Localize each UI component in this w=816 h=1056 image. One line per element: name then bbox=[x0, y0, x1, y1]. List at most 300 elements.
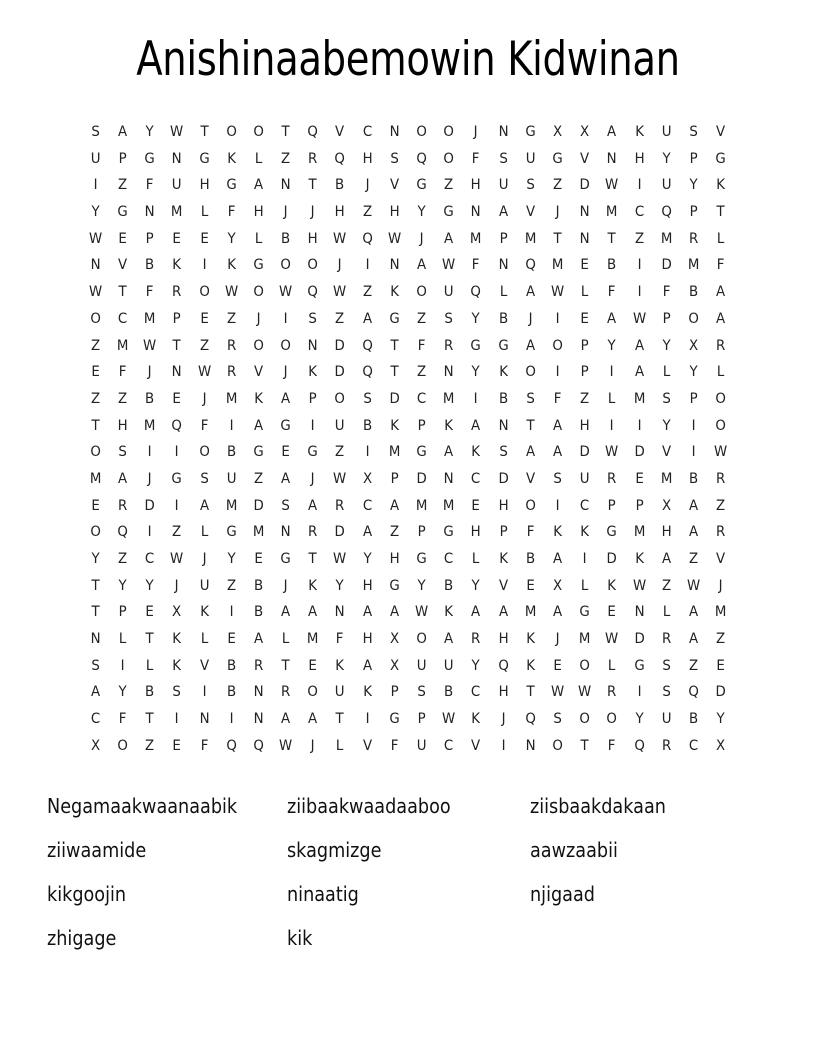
grid-cell[interactable]: R bbox=[308, 150, 318, 167]
grid-cell[interactable]: G bbox=[497, 337, 509, 354]
grid-cell[interactable]: N bbox=[253, 711, 264, 728]
grid-cell[interactable]: F bbox=[716, 257, 725, 274]
grid-cell[interactable]: S bbox=[662, 684, 671, 701]
grid-cell[interactable]: F bbox=[118, 711, 127, 728]
grid-cell[interactable]: W bbox=[224, 284, 238, 301]
grid-cell[interactable]: P bbox=[417, 711, 426, 728]
grid-cell[interactable]: P bbox=[118, 150, 127, 167]
grid-cell[interactable]: T bbox=[91, 604, 100, 621]
grid-cell[interactable]: M bbox=[415, 497, 428, 514]
grid-cell[interactable]: Q bbox=[361, 364, 373, 381]
grid-cell[interactable]: Y bbox=[417, 204, 426, 221]
grid-cell[interactable]: X bbox=[362, 470, 372, 487]
grid-cell[interactable]: M bbox=[143, 417, 156, 434]
grid-cell[interactable]: Z bbox=[117, 390, 128, 407]
grid-cell[interactable]: O bbox=[416, 124, 427, 140]
grid-cell[interactable]: D bbox=[416, 470, 427, 487]
grid-cell[interactable]: R bbox=[716, 470, 726, 487]
grid-cell[interactable]: W bbox=[279, 737, 293, 754]
grid-cell[interactable]: D bbox=[334, 524, 346, 541]
grid-cell[interactable]: M bbox=[443, 390, 455, 407]
grid-cell[interactable]: S bbox=[553, 470, 562, 487]
grid-cell[interactable]: H bbox=[634, 150, 645, 167]
grid-cell[interactable]: P bbox=[662, 310, 671, 327]
grid-cell[interactable]: Q bbox=[171, 417, 183, 434]
grid-cell[interactable]: U bbox=[661, 177, 672, 194]
grid-cell[interactable]: T bbox=[390, 337, 399, 354]
grid-cell[interactable]: K bbox=[444, 417, 454, 434]
grid-cell[interactable]: A bbox=[716, 310, 726, 327]
grid-cell[interactable]: X bbox=[688, 337, 699, 354]
grid-cell[interactable]: I bbox=[473, 390, 478, 407]
grid-cell[interactable]: W bbox=[170, 124, 184, 140]
grid-cell[interactable]: S bbox=[172, 684, 182, 701]
grid-cell[interactable]: U bbox=[661, 711, 672, 728]
grid-cell[interactable]: E bbox=[553, 657, 562, 674]
grid-cell[interactable]: K bbox=[525, 657, 535, 674]
grid-cell[interactable]: O bbox=[253, 124, 264, 140]
grid-cell[interactable]: W bbox=[88, 230, 102, 247]
grid-cell[interactable]: J bbox=[310, 204, 315, 221]
grid-cell[interactable]: F bbox=[608, 284, 616, 301]
grid-cell[interactable]: I bbox=[147, 524, 152, 541]
grid-cell[interactable]: F bbox=[227, 204, 236, 221]
grid-cell[interactable]: Q bbox=[361, 230, 373, 247]
grid-cell[interactable]: S bbox=[281, 497, 290, 514]
grid-cell[interactable]: S bbox=[553, 711, 562, 728]
grid-cell[interactable]: A bbox=[688, 497, 699, 514]
grid-cell[interactable]: D bbox=[334, 364, 346, 381]
grid-cell[interactable]: L bbox=[499, 284, 507, 301]
grid-cell[interactable]: S bbox=[417, 684, 426, 701]
grid-cell[interactable]: T bbox=[580, 737, 589, 754]
grid-cell[interactable]: C bbox=[145, 551, 155, 567]
grid-cell[interactable]: O bbox=[280, 257, 291, 274]
grid-cell[interactable]: E bbox=[199, 230, 209, 247]
grid-cell[interactable]: L bbox=[608, 390, 616, 407]
grid-cell[interactable]: A bbox=[552, 604, 563, 621]
grid-cell[interactable]: Q bbox=[307, 124, 319, 140]
grid-cell[interactable]: F bbox=[662, 284, 671, 301]
grid-cell[interactable]: U bbox=[90, 150, 101, 167]
grid-cell[interactable]: J bbox=[283, 577, 288, 594]
grid-cell[interactable]: Y bbox=[417, 577, 426, 594]
grid-cell[interactable]: F bbox=[200, 417, 208, 434]
grid-cell[interactable]: V bbox=[525, 204, 535, 221]
grid-cell[interactable]: R bbox=[226, 337, 236, 354]
grid-cell[interactable]: A bbox=[308, 711, 318, 728]
grid-cell[interactable]: G bbox=[280, 417, 291, 434]
grid-cell[interactable]: O bbox=[715, 417, 726, 434]
grid-cell[interactable]: C bbox=[444, 737, 454, 754]
grid-cell[interactable]: T bbox=[145, 631, 154, 648]
grid-cell[interactable]: K bbox=[444, 604, 454, 621]
grid-cell[interactable]: Q bbox=[525, 711, 536, 728]
grid-cell[interactable]: G bbox=[525, 124, 536, 140]
grid-cell[interactable]: T bbox=[390, 364, 399, 381]
grid-cell[interactable]: H bbox=[307, 230, 318, 247]
grid-cell[interactable]: T bbox=[308, 177, 317, 194]
grid-cell[interactable]: C bbox=[444, 551, 454, 567]
grid-cell[interactable]: K bbox=[308, 577, 318, 594]
grid-cell[interactable]: I bbox=[555, 497, 560, 514]
grid-cell[interactable]: P bbox=[689, 204, 698, 221]
grid-cell[interactable]: K bbox=[634, 124, 644, 140]
grid-cell[interactable]: G bbox=[253, 257, 264, 274]
grid-cell[interactable]: W bbox=[442, 257, 456, 274]
grid-cell[interactable]: G bbox=[307, 444, 319, 461]
grid-cell[interactable]: H bbox=[498, 631, 509, 648]
grid-cell[interactable]: C bbox=[471, 684, 481, 701]
grid-cell[interactable]: U bbox=[335, 684, 345, 701]
grid-cell[interactable]: H bbox=[389, 204, 400, 221]
grid-cell[interactable]: Z bbox=[145, 737, 155, 754]
grid-cell[interactable]: Q bbox=[226, 737, 237, 754]
grid-cell[interactable]: W bbox=[605, 631, 619, 648]
grid-cell[interactable]: G bbox=[633, 657, 645, 674]
grid-cell[interactable]: L bbox=[336, 737, 344, 754]
grid-cell[interactable]: R bbox=[117, 497, 128, 514]
grid-cell[interactable]: L bbox=[662, 364, 671, 381]
grid-cell[interactable]: O bbox=[226, 124, 237, 140]
grid-cell[interactable]: M bbox=[307, 631, 319, 648]
grid-cell[interactable]: N bbox=[498, 257, 509, 274]
grid-cell[interactable]: Y bbox=[335, 577, 345, 594]
grid-cell[interactable]: W bbox=[333, 284, 347, 301]
grid-cell[interactable]: S bbox=[118, 444, 127, 461]
grid-cell[interactable]: H bbox=[199, 177, 210, 194]
word-search-grid[interactable] bbox=[82, 119, 735, 760]
grid-cell[interactable]: N bbox=[443, 364, 454, 381]
grid-cell[interactable]: V bbox=[199, 657, 209, 674]
grid-cell[interactable]: M bbox=[524, 604, 537, 621]
grid-cell[interactable]: Z bbox=[661, 577, 671, 594]
grid-cell[interactable]: A bbox=[688, 631, 699, 648]
grid-cell[interactable]: W bbox=[333, 230, 347, 247]
grid-cell[interactable]: Z bbox=[117, 177, 128, 194]
grid-cell[interactable]: A bbox=[498, 604, 508, 621]
grid-cell[interactable]: D bbox=[579, 177, 590, 194]
grid-cell[interactable]: Y bbox=[118, 684, 127, 701]
grid-cell[interactable]: R bbox=[716, 337, 726, 354]
grid-cell[interactable]: Z bbox=[253, 470, 264, 487]
grid-cell[interactable]: O bbox=[552, 737, 563, 754]
grid-cell[interactable]: J bbox=[419, 230, 424, 247]
grid-cell[interactable]: W bbox=[279, 284, 293, 301]
grid-cell[interactable]: I bbox=[555, 364, 560, 381]
grid-cell[interactable]: V bbox=[335, 124, 345, 140]
grid-cell[interactable]: Y bbox=[471, 657, 481, 674]
grid-cell[interactable]: P bbox=[118, 604, 127, 621]
grid-cell[interactable]: B bbox=[145, 257, 155, 274]
grid-cell[interactable]: Z bbox=[362, 204, 372, 221]
grid-cell[interactable]: L bbox=[580, 284, 589, 301]
grid-cell[interactable]: J bbox=[310, 737, 315, 754]
grid-cell[interactable]: G bbox=[715, 150, 726, 167]
grid-cell[interactable]: H bbox=[389, 551, 400, 567]
grid-cell[interactable]: W bbox=[605, 444, 619, 461]
grid-cell[interactable]: D bbox=[498, 470, 509, 487]
grid-cell[interactable]: M bbox=[89, 470, 102, 487]
grid-cell[interactable]: A bbox=[688, 604, 699, 621]
grid-cell[interactable]: K bbox=[172, 657, 182, 674]
grid-cell[interactable]: K bbox=[716, 177, 726, 194]
grid-cell[interactable]: K bbox=[553, 524, 562, 541]
grid-cell[interactable]: Q bbox=[416, 150, 427, 167]
grid-cell[interactable]: T bbox=[200, 124, 209, 140]
grid-cell[interactable]: E bbox=[471, 497, 481, 514]
grid-cell[interactable]: Z bbox=[172, 524, 182, 541]
grid-cell[interactable]: H bbox=[498, 684, 509, 701]
grid-cell[interactable]: Z bbox=[688, 551, 699, 567]
grid-cell[interactable]: E bbox=[526, 577, 535, 594]
grid-cell[interactable]: Z bbox=[199, 337, 209, 354]
grid-cell[interactable]: O bbox=[688, 310, 699, 327]
grid-cell[interactable]: W bbox=[387, 230, 402, 247]
grid-cell[interactable]: R bbox=[661, 737, 671, 754]
grid-cell[interactable]: W bbox=[442, 711, 456, 728]
grid-cell[interactable]: W bbox=[143, 337, 157, 354]
grid-cell[interactable]: Y bbox=[91, 551, 100, 567]
grid-cell[interactable]: A bbox=[281, 390, 291, 407]
grid-cell[interactable]: S bbox=[199, 470, 209, 487]
grid-cell[interactable]: G bbox=[144, 150, 155, 167]
grid-cell[interactable]: O bbox=[90, 444, 101, 461]
grid-cell[interactable]: C bbox=[634, 204, 644, 221]
grid-cell[interactable]: B bbox=[688, 284, 699, 301]
grid-cell[interactable]: G bbox=[389, 310, 400, 327]
grid-cell[interactable]: Q bbox=[334, 150, 346, 167]
grid-cell[interactable]: B bbox=[145, 390, 155, 407]
grid-cell[interactable]: F bbox=[145, 177, 154, 194]
grid-cell[interactable]: I bbox=[501, 737, 506, 754]
grid-cell[interactable]: S bbox=[444, 310, 454, 327]
grid-cell[interactable]: E bbox=[227, 631, 236, 648]
grid-cell[interactable]: R bbox=[308, 524, 318, 541]
grid-cell[interactable]: T bbox=[308, 551, 317, 567]
grid-cell[interactable]: Q bbox=[688, 684, 699, 701]
grid-cell[interactable]: Z bbox=[117, 551, 128, 567]
grid-cell[interactable]: S bbox=[91, 657, 100, 674]
grid-cell[interactable]: G bbox=[443, 524, 454, 541]
grid-cell[interactable]: P bbox=[689, 150, 698, 167]
grid-cell[interactable]: P bbox=[390, 470, 399, 487]
grid-cell[interactable]: G bbox=[280, 551, 291, 567]
grid-cell[interactable]: W bbox=[632, 577, 646, 594]
grid-cell[interactable]: G bbox=[416, 551, 427, 567]
grid-cell[interactable]: T bbox=[91, 577, 100, 594]
grid-cell[interactable]: D bbox=[144, 497, 155, 514]
grid-cell[interactable]: D bbox=[389, 390, 400, 407]
grid-cell[interactable]: Z bbox=[90, 337, 100, 354]
grid-cell[interactable]: Q bbox=[525, 257, 536, 274]
grid-cell[interactable]: T bbox=[145, 711, 154, 728]
grid-cell[interactable]: J bbox=[256, 310, 261, 327]
grid-cell[interactable]: P bbox=[635, 497, 644, 514]
grid-cell[interactable]: E bbox=[145, 604, 154, 621]
grid-cell[interactable]: N bbox=[634, 604, 645, 621]
grid-cell[interactable]: Z bbox=[580, 390, 590, 407]
grid-cell[interactable]: F bbox=[553, 390, 562, 407]
grid-cell[interactable]: N bbox=[498, 417, 509, 434]
grid-cell[interactable]: F bbox=[472, 150, 480, 167]
grid-cell[interactable]: N bbox=[171, 150, 182, 167]
grid-cell[interactable]: A bbox=[253, 177, 264, 194]
grid-cell[interactable]: T bbox=[526, 684, 535, 701]
grid-cell[interactable]: R bbox=[607, 470, 617, 487]
grid-cell[interactable]: I bbox=[229, 604, 234, 621]
grid-cell[interactable]: Q bbox=[361, 337, 373, 354]
grid-cell[interactable]: E bbox=[254, 551, 263, 567]
grid-cell[interactable]: B bbox=[498, 310, 508, 327]
grid-cell[interactable]: D bbox=[579, 444, 590, 461]
grid-cell[interactable]: A bbox=[281, 470, 291, 487]
grid-cell[interactable]: S bbox=[498, 444, 508, 461]
grid-cell[interactable]: M bbox=[551, 257, 564, 274]
grid-cell[interactable]: A bbox=[688, 524, 699, 541]
grid-cell[interactable]: Z bbox=[226, 310, 236, 327]
grid-cell[interactable]: X bbox=[580, 124, 590, 140]
grid-cell[interactable]: O bbox=[90, 524, 101, 541]
grid-cell[interactable]: J bbox=[174, 577, 179, 594]
grid-cell[interactable]: I bbox=[365, 444, 370, 461]
grid-cell[interactable]: X bbox=[716, 737, 726, 754]
grid-cell[interactable]: H bbox=[117, 417, 128, 434]
grid-cell[interactable]: L bbox=[608, 657, 616, 674]
grid-cell[interactable]: F bbox=[417, 337, 426, 354]
grid-cell[interactable]: Y bbox=[145, 124, 154, 140]
grid-cell[interactable]: K bbox=[390, 284, 399, 301]
grid-cell[interactable]: Y bbox=[689, 364, 698, 381]
grid-cell[interactable]: I bbox=[120, 657, 125, 674]
grid-cell[interactable]: I bbox=[229, 417, 234, 434]
grid-cell[interactable]: A bbox=[634, 364, 644, 381]
grid-cell[interactable]: B bbox=[253, 604, 264, 621]
grid-cell[interactable]: I bbox=[174, 711, 179, 728]
grid-cell[interactable]: Y bbox=[91, 204, 100, 221]
grid-cell[interactable]: J bbox=[202, 390, 207, 407]
grid-cell[interactable]: A bbox=[253, 631, 264, 648]
grid-cell[interactable]: A bbox=[389, 604, 399, 621]
grid-cell[interactable]: K bbox=[498, 551, 508, 567]
grid-cell[interactable]: A bbox=[281, 711, 291, 728]
grid-cell[interactable]: L bbox=[254, 230, 263, 247]
grid-cell[interactable]: V bbox=[498, 577, 508, 594]
grid-cell[interactable]: N bbox=[443, 470, 454, 487]
grid-cell[interactable]: A bbox=[444, 631, 454, 648]
grid-cell[interactable]: M bbox=[660, 230, 673, 247]
grid-cell[interactable]: A bbox=[362, 524, 372, 541]
grid-cell[interactable]: L bbox=[580, 577, 589, 594]
grid-cell[interactable]: Y bbox=[471, 364, 481, 381]
grid-cell[interactable]: K bbox=[226, 257, 236, 274]
grid-cell[interactable]: R bbox=[471, 631, 481, 648]
grid-cell[interactable]: C bbox=[362, 497, 372, 514]
grid-cell[interactable]: I bbox=[229, 711, 234, 728]
grid-cell[interactable]: P bbox=[580, 364, 589, 381]
grid-cell[interactable]: N bbox=[144, 204, 155, 221]
grid-cell[interactable]: A bbox=[362, 657, 372, 674]
grid-cell[interactable]: G bbox=[389, 577, 400, 594]
grid-cell[interactable]: Z bbox=[90, 390, 100, 407]
grid-cell[interactable]: Y bbox=[471, 577, 481, 594]
grid-cell[interactable]: B bbox=[688, 711, 699, 728]
grid-cell[interactable]: L bbox=[145, 657, 154, 674]
grid-cell[interactable]: H bbox=[498, 497, 509, 514]
grid-cell[interactable]: O bbox=[198, 284, 210, 301]
grid-cell[interactable]: I bbox=[609, 417, 614, 434]
grid-cell[interactable]: V bbox=[362, 737, 372, 754]
grid-cell[interactable]: F bbox=[118, 364, 127, 381]
grid-cell[interactable]: N bbox=[579, 230, 590, 247]
grid-cell[interactable]: O bbox=[552, 337, 563, 354]
grid-cell[interactable]: G bbox=[416, 177, 427, 194]
grid-cell[interactable]: A bbox=[525, 444, 535, 461]
grid-cell[interactable]: E bbox=[716, 657, 725, 674]
grid-cell[interactable]: W bbox=[632, 310, 646, 327]
grid-cell[interactable]: M bbox=[633, 390, 645, 407]
grid-cell[interactable]: A bbox=[362, 310, 372, 327]
grid-cell[interactable]: M bbox=[225, 390, 238, 407]
grid-cell[interactable]: Y bbox=[145, 577, 154, 594]
grid-cell[interactable]: C bbox=[416, 390, 427, 407]
grid-cell[interactable]: H bbox=[661, 524, 672, 541]
grid-cell[interactable]: I bbox=[202, 257, 207, 274]
grid-cell[interactable]: I bbox=[93, 177, 98, 194]
grid-cell[interactable]: N bbox=[171, 364, 182, 381]
grid-cell[interactable]: L bbox=[716, 364, 725, 381]
grid-cell[interactable]: X bbox=[389, 631, 399, 648]
grid-cell[interactable]: O bbox=[198, 444, 210, 461]
grid-cell[interactable]: T bbox=[716, 204, 725, 221]
grid-cell[interactable]: J bbox=[338, 257, 343, 274]
grid-cell[interactable]: E bbox=[118, 230, 127, 247]
grid-cell[interactable]: M bbox=[225, 497, 238, 514]
grid-cell[interactable]: J bbox=[202, 551, 207, 567]
grid-cell[interactable]: Z bbox=[226, 577, 236, 594]
grid-cell[interactable]: P bbox=[580, 337, 589, 354]
grid-cell[interactable]: A bbox=[117, 124, 128, 140]
grid-cell[interactable]: J bbox=[501, 711, 506, 728]
grid-cell[interactable]: B bbox=[607, 257, 617, 274]
grid-cell[interactable]: N bbox=[389, 124, 400, 140]
grid-cell[interactable]: B bbox=[362, 417, 372, 434]
grid-cell[interactable]: U bbox=[443, 284, 454, 301]
grid-cell[interactable]: T bbox=[91, 417, 100, 434]
grid-cell[interactable]: P bbox=[689, 390, 698, 407]
grid-cell[interactable]: A bbox=[308, 604, 318, 621]
grid-cell[interactable]: D bbox=[661, 257, 672, 274]
grid-cell[interactable]: I bbox=[555, 310, 560, 327]
grid-cell[interactable]: F bbox=[145, 284, 154, 301]
grid-cell[interactable]: K bbox=[254, 390, 263, 407]
grid-cell[interactable]: O bbox=[579, 711, 590, 728]
grid-cell[interactable]: F bbox=[336, 631, 344, 648]
grid-cell[interactable]: I bbox=[609, 364, 614, 381]
grid-cell[interactable]: W bbox=[686, 577, 701, 594]
grid-cell[interactable]: W bbox=[414, 604, 429, 621]
grid-cell[interactable]: L bbox=[118, 631, 127, 648]
grid-cell[interactable]: A bbox=[471, 417, 481, 434]
grid-cell[interactable]: N bbox=[280, 524, 291, 541]
grid-cell[interactable]: L bbox=[472, 551, 480, 567]
grid-cell[interactable]: P bbox=[308, 390, 317, 407]
grid-cell[interactable]: G bbox=[253, 444, 264, 461]
grid-cell[interactable]: I bbox=[202, 684, 207, 701]
grid-cell[interactable]: N bbox=[389, 257, 400, 274]
grid-cell[interactable]: Y bbox=[363, 551, 372, 567]
grid-cell[interactable]: N bbox=[525, 737, 536, 754]
